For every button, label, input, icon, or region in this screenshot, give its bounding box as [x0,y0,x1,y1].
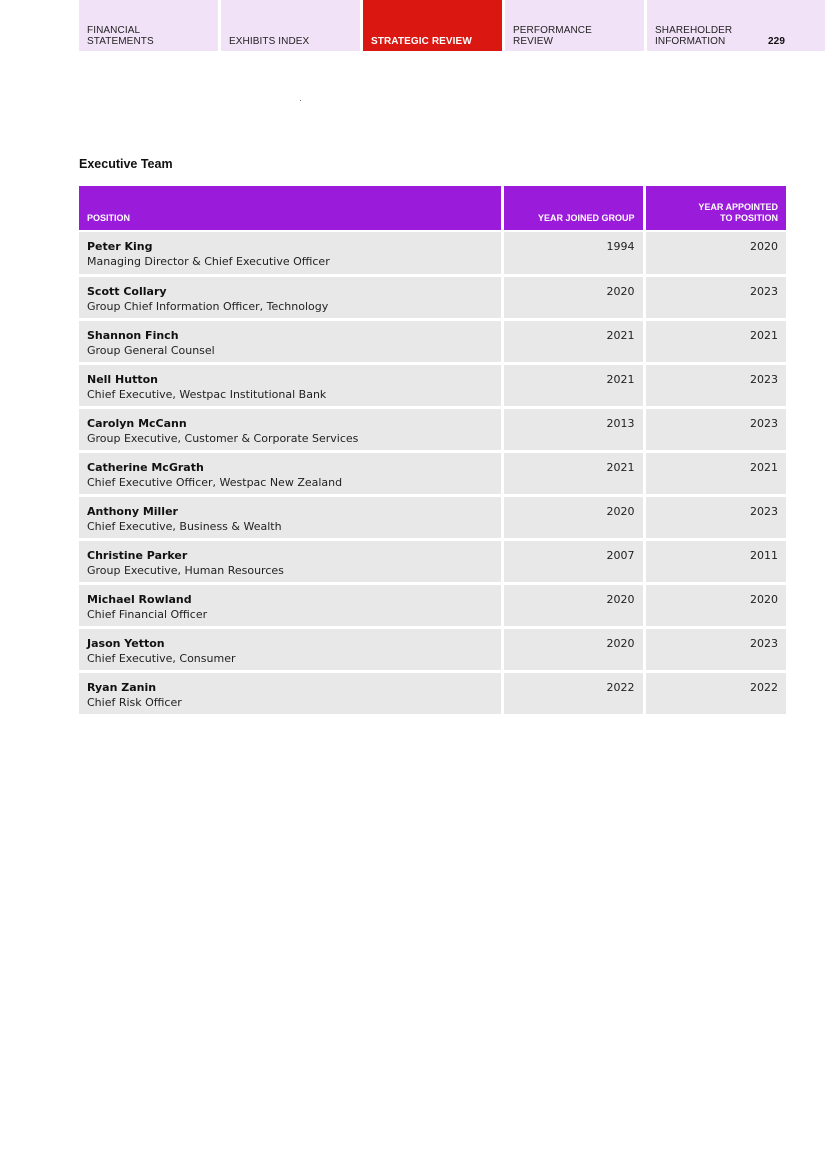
tab-performance-review[interactable]: PERFORMANCE REVIEW [505,0,644,51]
header-year-joined: YEAR JOINED GROUP [502,186,644,231]
executive-position: Chief Executive, Westpac Institutional Bank [87,387,327,401]
header-position: POSITION [79,186,502,231]
year-joined-cell: 2021 [502,363,644,407]
tab-shareholder-information[interactable]: SHAREHOLDER INFORMATION 229 [647,0,825,51]
tab-exhibits-index[interactable]: EXHIBITS INDEX [221,0,360,51]
executive-position: Chief Risk Officer [87,695,182,709]
executive-position: Chief Financial Officer [87,607,208,621]
executive-position: Managing Director & Chief Executive Officer [87,255,330,268]
year-joined-cell: 2022 [502,671,644,715]
position-cell [79,495,502,539]
position-cell [79,319,502,363]
executive-team-table [79,186,786,717]
tab-strategic-review[interactable]: STRATEGIC REVIEW [363,0,502,51]
year-appointed-cell: 2021 [644,451,786,495]
executive-position: Chief Executive, Consumer [87,651,236,665]
year-joined-cell: 2021 [502,319,644,363]
executive-name: Carolyn McCann [87,416,187,430]
executive-name: Scott Collary [87,284,167,298]
executive-name: Anthony Miller [87,504,178,518]
year-appointed-cell: 2023 [644,363,786,407]
executive-position: Chief Executive Officer, Westpac New Zealand [87,475,343,489]
executive-position: Chief Executive, Business & Wealth [87,519,282,533]
year-appointed-cell: 2022 [644,671,786,715]
position-cell [79,671,502,715]
page-number: 229 [768,36,785,47]
position-cell [79,231,502,275]
executive-name: Shannon Finch [87,328,179,342]
executive-name: Jason Yetton [87,636,165,650]
section-nav [79,0,825,51]
executive-name: Nell Hutton [87,372,158,386]
executive-position: Group Executive, Human Resources [87,563,284,577]
tab-financial-statements[interactable]: FINANCIAL STATEMENTS [79,0,218,51]
table-row [79,539,786,583]
year-appointed-cell: 2021 [644,319,786,363]
position-cell [79,539,502,583]
table-header-row [79,186,786,231]
executive-name: Catherine McGrath [87,460,204,474]
stray-mark [300,100,301,101]
table-row [79,583,786,627]
position-cell [79,363,502,407]
year-appointed-cell: 2023 [644,627,786,671]
position-cell [79,407,502,451]
executive-position: Group General Counsel [87,343,215,357]
executive-position: Group Executive, Customer & Corporate Services [87,431,359,445]
executive-position: Group Chief Information Officer, Technology [87,299,329,313]
year-joined-cell: 2020 [502,583,644,627]
year-joined-cell: 2021 [502,451,644,495]
year-appointed-cell: 2020 [644,583,786,627]
year-appointed-cell: 2023 [644,495,786,539]
position-cell [79,583,502,627]
table-row [79,495,786,539]
year-appointed-cell: 2023 [644,275,786,319]
year-joined-cell: 2020 [502,275,644,319]
table-row [79,231,786,275]
year-joined-cell: 2020 [502,495,644,539]
position-cell [79,627,502,671]
year-joined-cell: 1994 [502,231,644,275]
year-appointed-cell: 2023 [644,407,786,451]
year-joined-cell: 2013 [502,407,644,451]
position-cell [79,451,502,495]
year-joined-cell: 2007 [502,539,644,583]
table-row [79,671,786,715]
executive-name: Michael Rowland [87,592,192,606]
table-row [79,275,786,319]
table-row [79,451,786,495]
executive-name: Christine Parker [87,548,188,562]
position-cell [79,275,502,319]
header-year-appointed: YEAR APPOINTED TO POSITION [644,186,786,231]
table-row [79,407,786,451]
executive-name: Peter King [87,240,153,253]
table-row [79,319,786,363]
year-joined-cell: 2020 [502,627,644,671]
year-appointed-cell: 2020 [644,231,786,275]
executive-name: Ryan Zanin [87,680,157,694]
section-title: Executive Team [79,157,173,171]
table-row [79,363,786,407]
year-appointed-cell: 2011 [644,539,786,583]
table-row [79,627,786,671]
